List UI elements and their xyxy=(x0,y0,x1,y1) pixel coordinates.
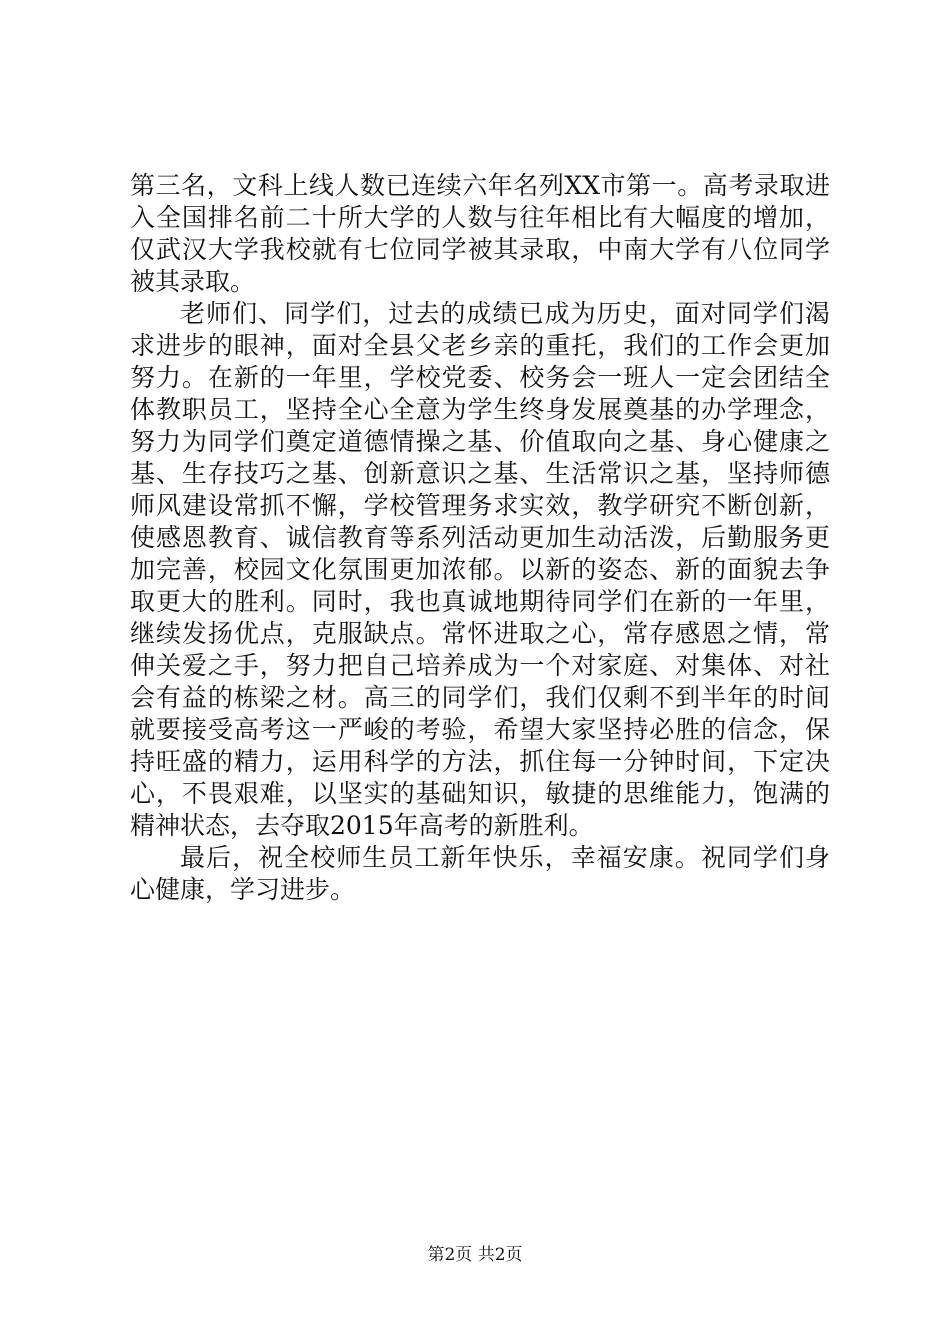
paragraph-2-line-3: 努力。在新的一年里，学校党委、校务会一班人一定会团结全 xyxy=(130,363,830,392)
paragraph-2-line-1: 老师们、同学们，过去的成绩已成为历史，面对同学们渴 xyxy=(180,299,830,328)
paragraph-1-line-1: 第三名，文科上线人数已连续六年名列XX市第一。高考录取进 xyxy=(130,171,830,200)
paragraph-2-line-5: 努力为同学们奠定道德情操之基、价值取向之基、身心健康之 xyxy=(130,427,830,456)
page-number-label: 第2页 共2页 xyxy=(427,1245,523,1265)
paragraph-2-line-16: 心，不畏艰难，以坚实的基础知识，敏捷的思维能力，饱满的 xyxy=(130,779,830,808)
paragraph-1-line-2: 入全国排名前二十所大学的人数与往年相比有大幅度的增加， xyxy=(130,203,830,232)
paragraph-2-line-10: 取更大的胜利。同时，我也真诚地期待同学们在新的一年里， xyxy=(130,587,830,616)
paragraph-2-line-15: 持旺盛的精力，运用科学的方法，抓住每一分钟时间，下定决 xyxy=(130,747,830,776)
paragraph-1-line-3: 仅武汉大学我校就有七位同学被其录取，中南大学有八位同学 xyxy=(130,235,830,264)
document-body xyxy=(130,170,830,906)
paragraph-2-line-6: 基、生存技巧之基、创新意识之基、生活常识之基，坚持师德 xyxy=(130,459,830,488)
paragraph-2-line-2: 求进步的眼神，面对全县父老乡亲的重托，我们的工作会更加 xyxy=(130,331,830,360)
paragraph-1-line-4: 被其录取。 xyxy=(130,267,256,296)
paragraph-2-line-12: 伸关爱之手，努力把自己培养成为一个对家庭、对集体、对社 xyxy=(130,651,830,680)
paragraph-2-line-11: 继续发扬优点，克服缺点。常怀进取之心，常存感恩之情，常 xyxy=(130,619,830,648)
paragraph-2-line-13: 会有益的栋梁之材。高三的同学们，我们仅剩不到半年的时间 xyxy=(130,683,830,712)
page-footer xyxy=(0,1244,950,1266)
paragraph-2-line-4: 体教职员工，坚持全心全意为学生终身发展奠基的办学理念， xyxy=(130,395,830,424)
paragraph-2-line-8: 使感恩教育、诚信教育等系列活动更加生动活泼，后勤服务更 xyxy=(130,523,830,552)
paragraph-3-line-1: 最后，祝全校师生员工新年快乐，幸福安康。祝同学们身 xyxy=(180,843,830,872)
paragraph-2-line-9: 加完善，校园文化氛围更加浓郁。以新的姿态、新的面貌去争 xyxy=(130,555,830,584)
paragraph-2-line-17: 精神状态，去夺取2015年高考的新胜利。 xyxy=(130,811,594,840)
paragraph-3-line-2: 心健康，学习进步。 xyxy=(130,875,356,904)
paragraph-2-line-14: 就要接受高考这一严峻的考验，希望大家坚持必胜的信念，保 xyxy=(130,715,830,744)
paragraph-2-line-7: 师风建设常抓不懈，学校管理务求实效，教学研究不断创新， xyxy=(130,491,830,520)
